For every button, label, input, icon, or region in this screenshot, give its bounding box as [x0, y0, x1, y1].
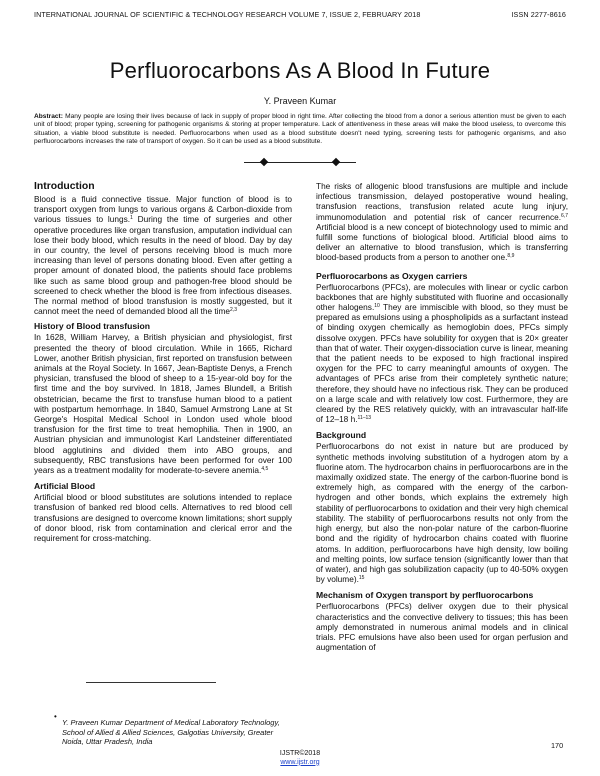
background-heading: Background: [316, 430, 367, 441]
oxygen-carriers-heading: Perfluorocarbons as Oxygen carriers: [316, 270, 468, 281]
mechanism-heading: Mechanism of Oxygen transport by perfluorocarbons: [316, 590, 534, 601]
background-text: Perfluorocarbons do not exist in nature but are produced by synthetic methods involving substitution of a hydrogen atom by a fluorine atom. The hydrocarbon chains in perfluorocarbons are in the maximally oxidized state. The energy of the carbon-fluorine bond is extremely high, as compared with the energy of the carbon-hydrogen and other bonds, which explains the extremely high stability of perfluorocarbons to oxidation and their very high chemical stability. The stability of perfluorocarbons results not only from the high energy, but also the non-polar nature of the carbon-fluorine bond and the rigidity of hydrocarbon chains coated with fluorine atoms. In addition, perfluorocarbons have high density, low boiling and melting points, low surface tension (significantly lower than that of water), and high gas solubilization capacity (up to 40-50% oxygen by volume).$^{15}$: [316, 441, 568, 585]
artificial-blood-text: Artificial blood or blood substitutes are solutions intended to replace transfusion of banked red blood cells. Alternatives to red blood cell transfusions are designed to overcome known limitations; short supply of donor blood, risk from contamination and clerical error and the requirement for cross-matching.: [34, 492, 292, 544]
running-header: [34, 10, 566, 22]
artificial-blood-heading: Artificial Blood: [34, 481, 96, 492]
author-affiliation-footnote: [54, 712, 288, 747]
history-heading: History of Blood transfusion: [34, 321, 151, 332]
footer-copyright: IJSTR©2018: [279, 750, 321, 757]
page-number: 170: [551, 741, 564, 750]
paper-title: Perfluorocarbons As A Blood In Future: [109, 58, 491, 83]
footnote-text: Y. Praveen Kumar Department of Medical Laboratory Technology, School of Allied & Allied Sciences, Galgotias University, Greater Noida, Uttar Pradesh, India: [62, 718, 280, 747]
section-separator: [244, 158, 356, 166]
issn: ISSN 2277-8616: [511, 10, 566, 19]
introduction-text: Blood is a fluid connective tissue. Major function of blood is to transport oxygen from lungs to various organs & Carbon-dioxide from various tissues to lungs.$^1$ During the time of surgeries and other operative procedures like organ transfusion, amputation individual can lose their body blood, which results in the need of blood. Day by day in our country, the level of persons receiving blood is much more increasing than level of persons donating blood. Even after getting a proper amount of donated blood, the patients should face problems like such as same blood group and pathogen-free blood should be screened to check whether the blood is free from infectious diseases. The normal method of blood transfusion is mostly suggested, but it cannot meet the need of demanded blood all the time$^{2,3}$: [34, 194, 292, 317]
page-footer: [0, 750, 600, 767]
mechanism-text: Perfluorocarbons (PFCs) deliver oxygen due to their physical characteristics and the convective delivery to tissues; this has been amply demonstrated in numerous animal models and in clinical trials. PFC emulsions have also been used for organ perfusion and augmentation of: [316, 601, 568, 653]
footnote-divider: [86, 682, 216, 683]
footer-website-link[interactable]: www.ijstr.org: [280, 758, 320, 766]
abstract: [34, 113, 566, 146]
separator-diamond-icon: [332, 158, 340, 166]
author-name: Y. Praveen Kumar: [263, 96, 337, 106]
abstract-text: Many people are losing their lives because of lack in supply of proper blood in right time. After collecting the blood from a donor a serious attention must be given to each unit of blood; proper typing, screening for pathogenic organisms & storing at proper temperature. Lack of attentiveness in these areas will make the blood useless, to overcome this situation, a viable blood substitute is needed. Perfluorocarbons when used as a blood substitute doesn't need typing, screening tests for pathogenic organisms, and also perfluorocarbons increases the rate of transport of oxygen. So it can be used as a blood substitute.: [34, 113, 566, 145]
left-column: [34, 181, 292, 543]
introduction-heading: Introduction: [34, 181, 95, 192]
risks-text: The risks of allogenic blood transfusions are multiple and include infectious transmission, delayed postoperative wound healing, transfusion reactions, transfusion related acute lung injury, immunomodulation and potential risk of cancer recurrence.$^{6,7}$ Artificial blood is a new concept of biotechnology used to mimic and fulfill some functions of biological blood. Artificial blood aims to deliver an alternative to blood transfusion, which is transferring blood-based products from a person to another one.$^{8,9}$: [316, 181, 568, 263]
journal-title: INTERNATIONAL JOURNAL OF SCIENTIFIC & TECHNOLOGY RESEARCH VOLUME 7, ISSUE 2, FEBRUARY 2018: [34, 10, 421, 19]
oxygen-carriers-text: Perfluorocarbons (PFCs), are molecules with linear or cyclic carbon backbones that are highly substituted with fluorine and occasionally other halogens.$^{10}$ They are immiscible with blood, so they must be prepared as emulsions using a phospholipids as a surfactant instead of binding oxygen chemically as hemoglobin does, PFCs simply dissolve oxygen. PFCs have solubility for oxygen that is 20× greater than that of water. Their oxygen-dissociation curve is linear, meaning that the patient needs to be exposed to high fractional inspired oxygen for the PFC to carry meaningful amounts of oxygen. The advantages of PFCs arise from their completely synthetic nature; therefore, they should have no infectious risk. They can be produced on a large scale and with relatively low cost. Furthermore, they are cleared by the RES relatively quickly, with an intravascular half-life of 12–18 h.$^{11-13}$: [316, 281, 568, 425]
history-text: In 1628, William Harvey, a British physician and physiologist, first presented the theory of blood circulation. While in 1665, Richard Lower, another British physician, first reported on transfusion between animals at the Royal Society. In 1667, Jean-Baptiste Denys, a French physician, transfused the blood of sheep to a 15-year-old boy for the first time and the boy survived. In 1818, James Blundell, a British obstetrician, became the first to transfuse human blood to a patient with postpartum hemorrhage. In 1840, Samuel Armstrong Lane at St George's Hospital Medical School in London used whole blood transfusion for the first time to treat hemophilia. Then in 1900, an Austrian physician and immunologist Karl Landsteiner differentiated blood agglutinins and divided them into ABO groups, and subsequently, RBC transfusions have been performed for over 100 years as a treatment modality for moderate-to-severe anemia.$^{4,5}$: [34, 332, 292, 476]
separator-diamond-icon: [260, 158, 268, 166]
footnote-bullet: •: [54, 712, 57, 721]
abstract-label: Abstract:: [34, 113, 63, 120]
right-column: [316, 181, 568, 652]
